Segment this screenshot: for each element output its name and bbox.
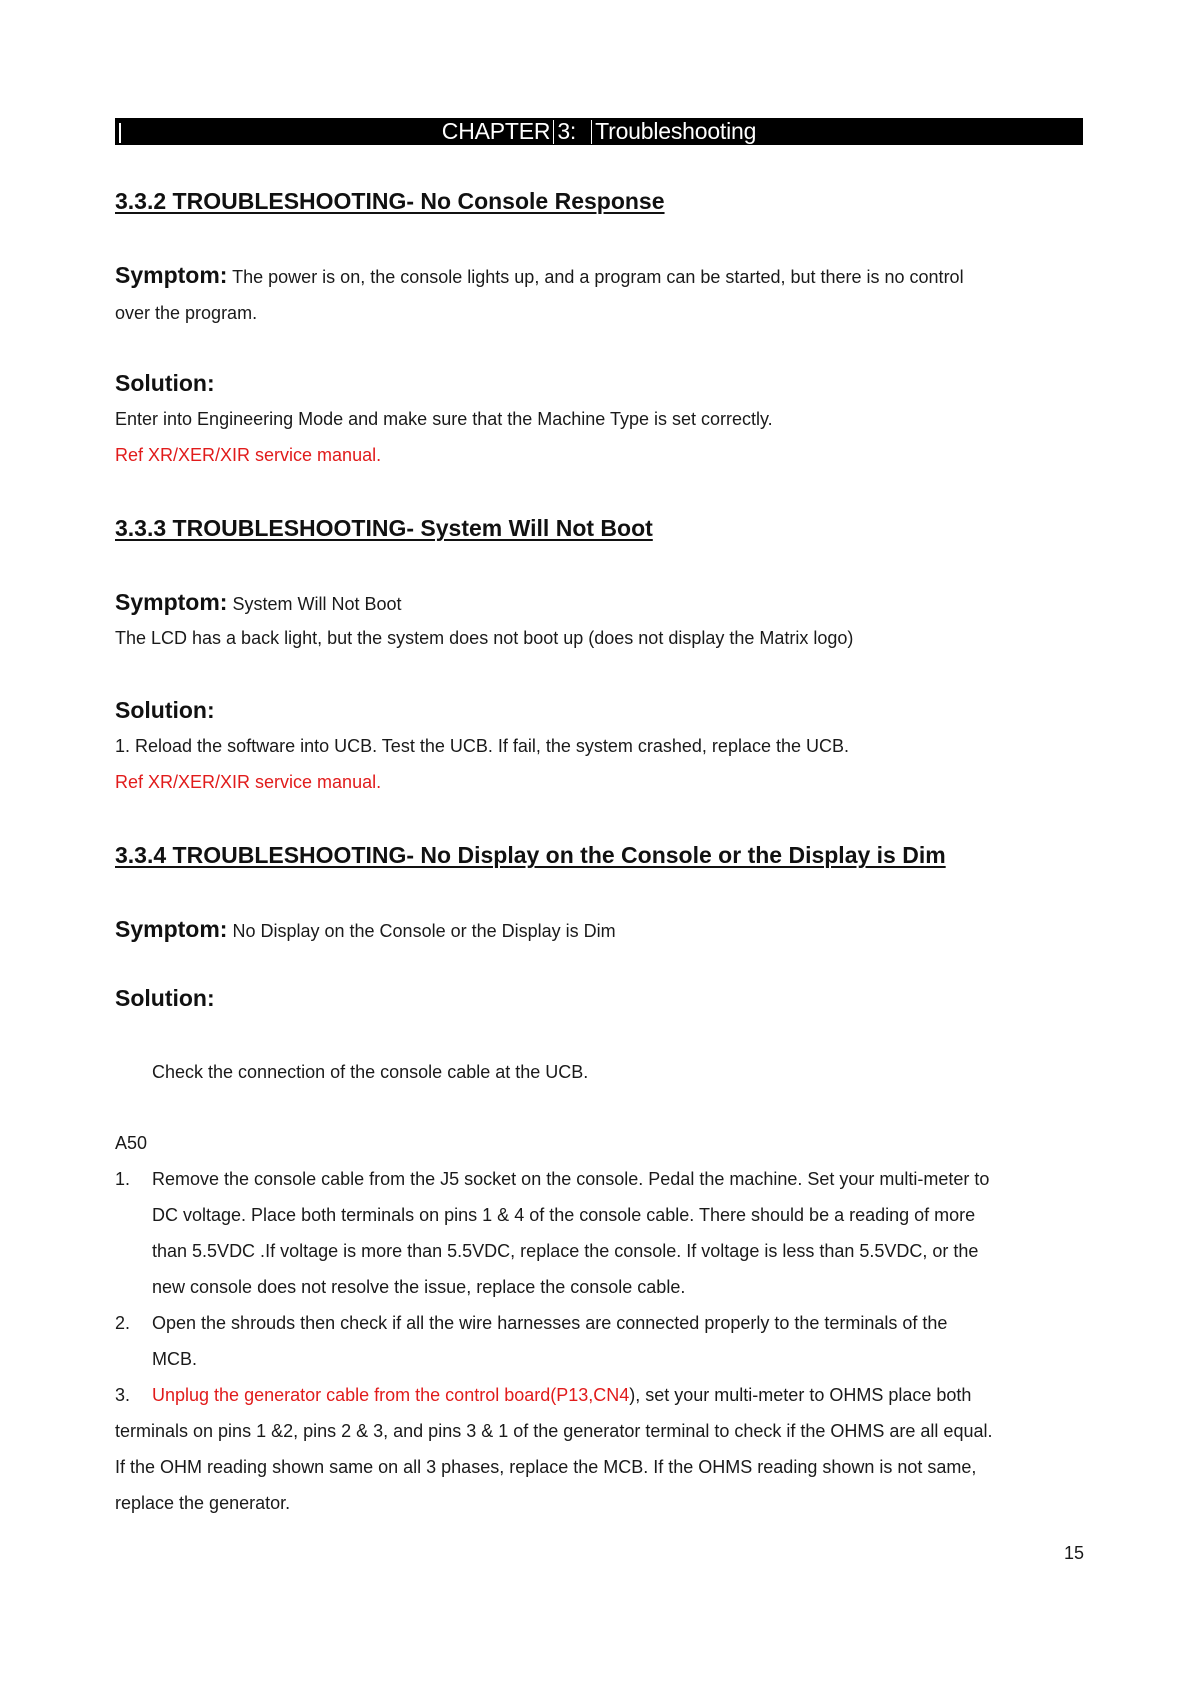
step-2-line-2: MCB. — [152, 1349, 197, 1369]
solution-label-line — [115, 370, 215, 397]
bar-notch — [119, 123, 121, 143]
step-number: 1. — [115, 1169, 131, 1189]
divider — [553, 120, 554, 144]
chapter-number: 3: — [557, 118, 577, 144]
step-1-line-2: DC voltage. Place both terminals on pins 1 & 4 of the console cable. There should be a reading of more — [152, 1205, 976, 1225]
symptom-paragraph — [115, 262, 964, 289]
page-number: 15 — [1063, 1543, 1084, 1563]
divider — [591, 120, 592, 144]
step-3-line-3: If the OHM reading shown same on all 3 phases, replace the MCB. If the OHMS reading shown is not same, — [115, 1457, 977, 1477]
section-heading-3-3-2: 3.3.2 TROUBLESHOOTING- No Console Response — [115, 188, 665, 214]
step-number: 3. — [115, 1385, 131, 1405]
step-3-line-1 — [152, 1385, 971, 1406]
symptom-label: Symptom: — [115, 262, 228, 288]
solution-label-line — [115, 985, 215, 1012]
step-3-line-2: terminals on pins 1 &2, pins 2 & 3, and pins 3 & 1 of the generator terminal to check if the OHMS are all equal. — [115, 1421, 993, 1441]
chapter-header-bar — [115, 118, 1083, 145]
reference-note: Ref XR/XER/XIR service manual. — [115, 772, 382, 792]
solution-label: Solution: — [115, 697, 215, 723]
solution-text: 1. Reload the software into UCB. Test the UCB. If fail, the system crashed, replace the UCB. — [115, 736, 850, 756]
step-1-line-1: Remove the console cable from the J5 socket on the console. Pedal the machine. Set your multi-meter to — [152, 1169, 990, 1189]
symptom-label: Symptom: — [115, 589, 228, 615]
step-3-highlight: Unplug the generator cable from the control board(P13,CN4 — [152, 1385, 630, 1405]
symptom-text-continued: over the program. — [115, 303, 258, 323]
section-heading-3-3-4: 3.3.4 TROUBLESHOOTING- No Display on the Console or the Display is Dim — [115, 842, 946, 868]
model-label: A50 — [115, 1133, 148, 1153]
step-1-line-4: new console does not resolve the issue, replace the console cable. — [152, 1277, 686, 1297]
step-number: 2. — [115, 1313, 131, 1333]
symptom-text: The power is on, the console lights up, and a program can be started, but there is no control — [232, 267, 964, 287]
symptom-paragraph — [115, 916, 616, 943]
solution-text: Check the connection of the console cable at the UCB. — [152, 1062, 589, 1082]
solution-label: Solution: — [115, 985, 215, 1011]
section-heading-3-3-3: 3.3.3 TROUBLESHOOTING- System Will Not Boot — [115, 515, 653, 541]
solution-text: Enter into Engineering Mode and make sure that the Machine Type is set correctly. — [115, 409, 773, 429]
solution-label: Solution: — [115, 370, 215, 396]
solution-label-line — [115, 697, 215, 724]
symptom-text: System Will Not Boot — [232, 594, 402, 614]
step-2-line-1: Open the shrouds then check if all the wire harnesses are connected properly to the terminals of the — [152, 1313, 948, 1333]
symptom-label: Symptom: — [115, 916, 228, 942]
symptom-detail: The LCD has a back light, but the system does not boot up (does not display the Matrix logo) — [115, 628, 854, 648]
chapter-title: Troubleshooting — [595, 118, 757, 144]
symptom-paragraph — [115, 589, 402, 616]
reference-note: Ref XR/XER/XIR service manual. — [115, 445, 382, 465]
chapter-label: CHAPTER — [441, 118, 551, 144]
symptom-text: No Display on the Console or the Display is Dim — [232, 921, 616, 941]
step-3-continuation: ), set your multi-meter to OHMS place both — [629, 1385, 972, 1405]
step-1-line-3: than 5.5VDC .If voltage is more than 5.5VDC, replace the console. If voltage is less than 5.5VDC, or the — [152, 1241, 979, 1261]
step-3-line-4: replace the generator. — [115, 1493, 291, 1513]
